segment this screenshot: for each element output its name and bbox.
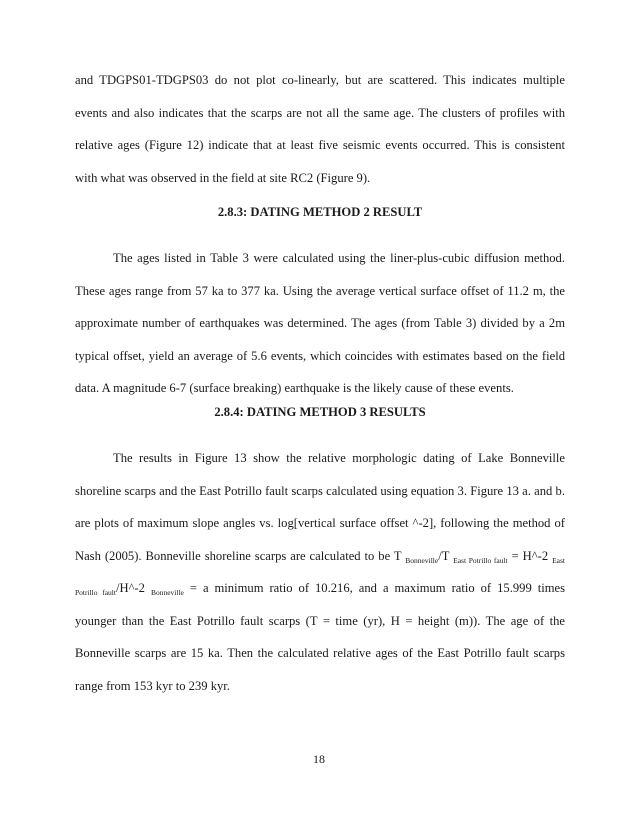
paragraph-text: The ages listed in Table 3 were calculated using the liner-plus-cubic diffusion method. These ages range from 57 ka to 377 ka. Using the average vertical surface offset of 11.2 m, the approximate number of earthquakes was determined. The ages (from Table 3) divided by a 2m typical offset, yield an average of 5.6 events, which coincides with estimates based on the field data. A magnitude 6-7 (surface breaking) earthquake is the likely cause of these events. xyxy=(75,251,565,395)
paragraph-text: /T xyxy=(438,548,454,563)
paragraph-text: = H^-2 xyxy=(507,548,553,563)
section-heading-2-8-3: 2.8.3: DATING METHOD 2 RESULT xyxy=(217,205,423,219)
section-heading-2-8-4: 2.8.4: DATING METHOD 3 RESULTS xyxy=(214,405,426,419)
paragraph-text: = a minimum ratio of 10.216, and a maximum ratio of 15.999 times younger than the East Potrillo fault scarps (T = time (yr), H = height (m)). The age of the Bonneville scarps are 15 ka. Then the calculated relative ages of the East Potrillo fault scarps range from 153 kyr to 239 kyr. xyxy=(75,581,566,693)
paragraph-dating-method-2 xyxy=(75,242,565,405)
subscript: Bonneville xyxy=(405,555,439,565)
paragraph-text: /H^-2 xyxy=(115,581,151,595)
page-number: 18 xyxy=(313,752,325,766)
paragraph-dating-method-3 xyxy=(75,442,565,702)
subscript: Bonneville xyxy=(150,588,184,597)
subscript: East Potrillo fault xyxy=(453,555,508,565)
paragraph-continuation: and TDGPS01-TDGPS03 do not plot co-linearly, but are scattered. This indicates multiple events and also indicates that the scarps are not all the same age. The clusters of profiles with relative ages (Figure 12) indicate that at least five seismic events occurred. This is consistent with what was observed in the field at site RC2 (Figure 9). xyxy=(75,73,565,185)
paragraph-text: The results in Figure 13 show the relative morphologic dating of Lake Bonneville shoreline scarps and the East Potrillo fault scarps calculated using equation 3. Figure 13 a. and b. are plots of maximum slope angles vs. log[vertical surface offset ^-2], following the method of Nash (2005). Bonneville shoreline scarps are calculated to be T xyxy=(75,451,565,563)
subscript: East Potrillo fault xyxy=(75,555,565,597)
